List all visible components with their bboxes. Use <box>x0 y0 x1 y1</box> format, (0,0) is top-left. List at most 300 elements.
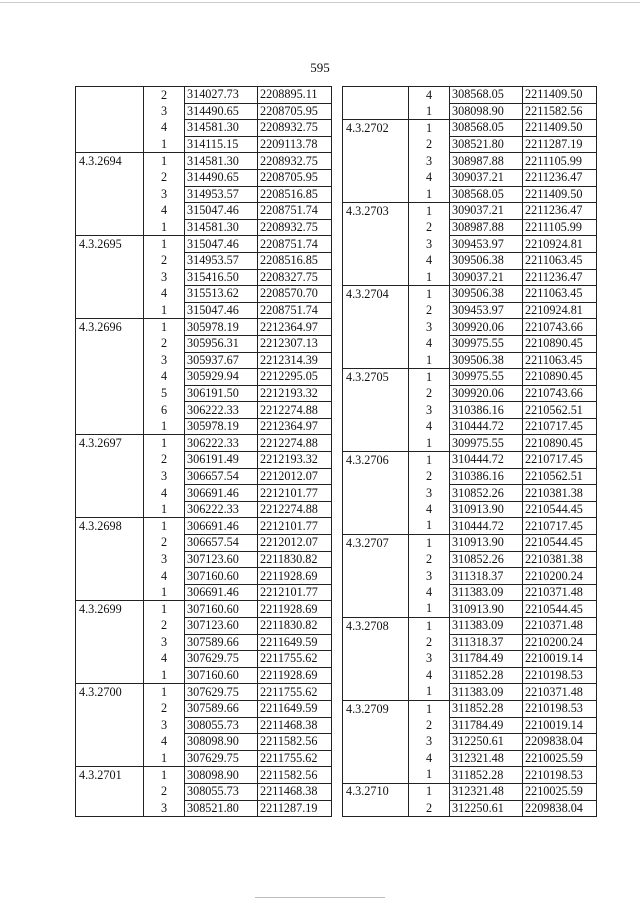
point-number-cell: 1 <box>409 767 450 784</box>
x-coordinate-cell: 314581.30 <box>185 153 258 170</box>
y-coordinate-cell: 2210562.51 <box>523 468 597 485</box>
table-row <box>76 236 332 253</box>
table-row <box>76 153 332 170</box>
parcel-id-cell <box>76 302 144 319</box>
table-row <box>76 584 332 601</box>
parcel-id-cell <box>76 535 144 552</box>
y-coordinate-cell: 2210890.45 <box>523 335 597 352</box>
x-coordinate-cell: 311318.37 <box>450 568 523 585</box>
y-coordinate-cell: 2210743.66 <box>523 385 597 402</box>
x-coordinate-cell: 314581.30 <box>185 120 258 137</box>
y-coordinate-cell: 2211649.59 <box>258 700 332 717</box>
y-coordinate-cell: 2210198.53 <box>523 767 597 784</box>
point-number-cell: 3 <box>144 352 185 369</box>
y-coordinate-cell: 2212274.88 <box>258 402 332 419</box>
x-coordinate-cell: 307160.60 <box>185 568 258 585</box>
parcel-id-cell: 4.3.2702 <box>343 120 409 137</box>
table-row <box>343 501 597 518</box>
y-coordinate-cell: 2210025.59 <box>523 750 597 767</box>
x-coordinate-cell: 306222.33 <box>185 501 258 518</box>
point-number-cell: 1 <box>144 302 185 319</box>
x-coordinate-cell: 310852.26 <box>450 551 523 568</box>
table-row <box>343 252 597 269</box>
point-number-cell: 2 <box>409 468 450 485</box>
y-coordinate-cell: 2211649.59 <box>258 634 332 651</box>
x-coordinate-cell: 307629.75 <box>185 651 258 668</box>
x-coordinate-cell: 309453.97 <box>450 302 523 319</box>
parcel-id-cell <box>343 219 409 236</box>
point-number-cell: 1 <box>409 700 450 717</box>
point-number-cell: 2 <box>409 717 450 734</box>
x-coordinate-cell: 307629.75 <box>185 684 258 701</box>
x-coordinate-cell: 314953.57 <box>185 252 258 269</box>
table-row <box>76 352 332 369</box>
x-coordinate-cell: 309037.21 <box>450 169 523 186</box>
parcel-id-cell <box>76 717 144 734</box>
x-coordinate-cell: 311383.09 <box>450 618 523 635</box>
x-coordinate-cell: 305978.19 <box>185 418 258 435</box>
y-coordinate-cell: 2210717.45 <box>523 518 597 535</box>
x-coordinate-cell: 307589.66 <box>185 634 258 651</box>
y-coordinate-cell: 2211468.38 <box>258 717 332 734</box>
y-coordinate-cell: 2208705.95 <box>258 103 332 120</box>
parcel-id-cell <box>76 87 144 104</box>
point-number-cell: 2 <box>144 700 185 717</box>
parcel-id-cell <box>343 800 409 817</box>
point-number-cell: 2 <box>144 335 185 352</box>
parcel-id-cell <box>343 352 409 369</box>
table-row <box>76 651 332 668</box>
point-number-cell: 1 <box>144 435 185 452</box>
y-coordinate-cell: 2210198.53 <box>523 700 597 717</box>
table-row <box>76 618 332 635</box>
x-coordinate-cell: 312250.61 <box>450 734 523 751</box>
point-number-cell: 2 <box>144 618 185 635</box>
point-number-cell: 4 <box>409 169 450 186</box>
parcel-id-cell <box>343 418 409 435</box>
parcel-id-cell <box>76 452 144 469</box>
point-number-cell: 4 <box>409 87 450 104</box>
point-number-cell: 3 <box>409 734 450 751</box>
table-row <box>343 584 597 601</box>
top-scan-edge <box>0 2 640 3</box>
point-number-cell: 1 <box>409 452 450 469</box>
y-coordinate-cell: 2212314.39 <box>258 352 332 369</box>
point-number-cell: 4 <box>144 568 185 585</box>
table-row <box>76 485 332 502</box>
table-row <box>76 568 332 585</box>
point-number-cell: 2 <box>409 219 450 236</box>
y-coordinate-cell: 2211287.19 <box>258 800 332 817</box>
parcel-id-cell <box>76 269 144 286</box>
table-row <box>76 418 332 435</box>
parcel-id-cell <box>76 418 144 435</box>
y-coordinate-cell: 2210198.53 <box>523 667 597 684</box>
y-coordinate-cell: 2210019.14 <box>523 651 597 668</box>
parcel-id-cell <box>343 667 409 684</box>
point-number-cell: 4 <box>409 750 450 767</box>
point-number-cell: 4 <box>144 120 185 137</box>
x-coordinate-cell: 309453.97 <box>450 236 523 253</box>
x-coordinate-cell: 309506.38 <box>450 252 523 269</box>
point-number-cell: 3 <box>409 153 450 170</box>
y-coordinate-cell: 2211830.82 <box>258 551 332 568</box>
parcel-id-cell <box>343 236 409 253</box>
y-coordinate-cell: 2208751.74 <box>258 203 332 220</box>
point-number-cell: 1 <box>144 750 185 767</box>
x-coordinate-cell: 311852.28 <box>450 667 523 684</box>
point-number-cell: 1 <box>409 535 450 552</box>
parcel-id-cell: 4.3.2710 <box>343 783 409 800</box>
point-number-cell: 3 <box>144 186 185 203</box>
point-number-cell: 3 <box>144 800 185 817</box>
table-row <box>76 783 332 800</box>
x-coordinate-cell: 306191.50 <box>185 385 258 402</box>
y-coordinate-cell: 2209113.78 <box>258 136 332 153</box>
x-coordinate-cell: 309506.38 <box>450 286 523 303</box>
table-row <box>343 468 597 485</box>
parcel-id-cell: 4.3.2708 <box>343 618 409 635</box>
parcel-id-cell: 4.3.2703 <box>343 203 409 220</box>
x-coordinate-cell: 305956.31 <box>185 335 258 352</box>
table-row <box>343 717 597 734</box>
x-coordinate-cell: 312321.48 <box>450 750 523 767</box>
y-coordinate-cell: 2211105.99 <box>523 219 597 236</box>
x-coordinate-cell: 315047.46 <box>185 203 258 220</box>
y-coordinate-cell: 2210544.45 <box>523 535 597 552</box>
y-coordinate-cell: 2212012.07 <box>258 535 332 552</box>
table-row <box>343 700 597 717</box>
y-coordinate-cell: 2208516.85 <box>258 252 332 269</box>
table-row <box>343 601 597 618</box>
parcel-id-cell: 4.3.2709 <box>343 700 409 717</box>
point-number-cell: 1 <box>144 153 185 170</box>
y-coordinate-cell: 2211287.19 <box>523 136 597 153</box>
x-coordinate-cell: 314490.65 <box>185 169 258 186</box>
parcel-id-cell <box>76 783 144 800</box>
parcel-id-cell <box>343 501 409 518</box>
y-coordinate-cell: 2210890.45 <box>523 435 597 452</box>
point-number-cell: 3 <box>409 485 450 502</box>
point-number-cell: 4 <box>144 203 185 220</box>
parcel-id-cell <box>76 385 144 402</box>
point-number-cell: 1 <box>409 618 450 635</box>
x-coordinate-cell: 310444.72 <box>450 518 523 535</box>
point-number-cell: 3 <box>144 269 185 286</box>
x-coordinate-cell: 306222.33 <box>185 435 258 452</box>
parcel-id-cell <box>343 385 409 402</box>
parcel-id-cell <box>343 485 409 502</box>
table-row <box>343 418 597 435</box>
table-row <box>76 634 332 651</box>
parcel-id-cell <box>343 750 409 767</box>
table-row <box>343 369 597 386</box>
parcel-id-cell <box>76 219 144 236</box>
point-number-cell: 1 <box>144 418 185 435</box>
table-row <box>76 186 332 203</box>
y-coordinate-cell: 2212193.32 <box>258 452 332 469</box>
point-number-cell: 1 <box>409 286 450 303</box>
table-row <box>343 402 597 419</box>
x-coordinate-cell: 315416.50 <box>185 269 258 286</box>
table-row <box>76 535 332 552</box>
parcel-id-cell: 4.3.2694 <box>76 153 144 170</box>
y-coordinate-cell: 2211468.38 <box>258 783 332 800</box>
point-number-cell: 1 <box>144 667 185 684</box>
table-row <box>76 717 332 734</box>
y-coordinate-cell: 2211236.47 <box>523 203 597 220</box>
point-number-cell: 2 <box>409 634 450 651</box>
parcel-id-cell <box>76 551 144 568</box>
table-row <box>343 103 597 120</box>
y-coordinate-cell: 2211409.50 <box>523 120 597 137</box>
parcel-id-cell <box>76 750 144 767</box>
y-coordinate-cell: 2212101.77 <box>258 518 332 535</box>
y-coordinate-cell: 2208327.75 <box>258 269 332 286</box>
point-number-cell: 3 <box>409 568 450 585</box>
y-coordinate-cell: 2211928.69 <box>258 601 332 618</box>
x-coordinate-cell: 310386.16 <box>450 468 523 485</box>
left-table-body <box>76 87 332 817</box>
x-coordinate-cell: 308098.90 <box>185 734 258 751</box>
point-number-cell: 5 <box>144 385 185 402</box>
parcel-id-cell: 4.3.2700 <box>76 684 144 701</box>
table-row <box>76 501 332 518</box>
bottom-scan-mark <box>255 897 385 898</box>
right-table-body <box>343 87 597 817</box>
x-coordinate-cell: 314581.30 <box>185 219 258 236</box>
x-coordinate-cell: 306191.49 <box>185 452 258 469</box>
x-coordinate-cell: 314490.65 <box>185 103 258 120</box>
table-row <box>76 219 332 236</box>
x-coordinate-cell: 310913.90 <box>450 601 523 618</box>
y-coordinate-cell: 2210544.45 <box>523 501 597 518</box>
x-coordinate-cell: 310444.72 <box>450 418 523 435</box>
table-row <box>76 551 332 568</box>
parcel-id-cell <box>76 468 144 485</box>
point-number-cell: 2 <box>144 535 185 552</box>
y-coordinate-cell: 2208705.95 <box>258 169 332 186</box>
parcel-id-cell <box>343 186 409 203</box>
table-row <box>76 286 332 303</box>
y-coordinate-cell: 2211409.50 <box>523 87 597 104</box>
y-coordinate-cell: 2212193.32 <box>258 385 332 402</box>
table-row <box>76 684 332 701</box>
y-coordinate-cell: 2211755.62 <box>258 684 332 701</box>
parcel-id-cell <box>76 634 144 651</box>
table-row <box>343 518 597 535</box>
point-number-cell: 1 <box>144 319 185 336</box>
table-row <box>343 734 597 751</box>
parcel-id-cell <box>343 684 409 701</box>
point-number-cell: 2 <box>409 136 450 153</box>
point-number-cell: 1 <box>409 269 450 286</box>
x-coordinate-cell: 311852.28 <box>450 700 523 717</box>
parcel-id-cell <box>343 302 409 319</box>
table-row <box>343 269 597 286</box>
table-row <box>343 783 597 800</box>
point-number-cell: 2 <box>144 452 185 469</box>
parcel-id-cell: 4.3.2697 <box>76 435 144 452</box>
y-coordinate-cell: 2209838.04 <box>523 734 597 751</box>
x-coordinate-cell: 312321.48 <box>450 783 523 800</box>
x-coordinate-cell: 307160.60 <box>185 601 258 618</box>
parcel-id-cell <box>343 153 409 170</box>
table-row <box>76 767 332 784</box>
y-coordinate-cell: 2211063.45 <box>523 352 597 369</box>
x-coordinate-cell: 308055.73 <box>185 717 258 734</box>
table-row <box>343 87 597 104</box>
table-row <box>343 286 597 303</box>
y-coordinate-cell: 2212274.88 <box>258 435 332 452</box>
parcel-id-cell: 4.3.2707 <box>343 535 409 552</box>
parcel-id-cell <box>343 136 409 153</box>
x-coordinate-cell: 306691.46 <box>185 518 258 535</box>
x-coordinate-cell: 309037.21 <box>450 203 523 220</box>
parcel-id-cell <box>343 734 409 751</box>
table-row <box>343 169 597 186</box>
x-coordinate-cell: 311784.49 <box>450 717 523 734</box>
table-row <box>343 435 597 452</box>
x-coordinate-cell: 307123.60 <box>185 618 258 635</box>
y-coordinate-cell: 2208751.74 <box>258 236 332 253</box>
x-coordinate-cell: 309506.38 <box>450 352 523 369</box>
x-coordinate-cell: 310913.90 <box>450 501 523 518</box>
point-number-cell: 2 <box>144 87 185 104</box>
point-number-cell: 4 <box>144 286 185 303</box>
table-row <box>343 186 597 203</box>
table-row <box>76 369 332 386</box>
table-row <box>343 485 597 502</box>
y-coordinate-cell: 2210544.45 <box>523 601 597 618</box>
x-coordinate-cell: 311852.28 <box>450 767 523 784</box>
parcel-id-cell <box>343 335 409 352</box>
parcel-id-cell <box>76 120 144 137</box>
y-coordinate-cell: 2210371.48 <box>523 618 597 635</box>
point-number-cell: 1 <box>409 369 450 386</box>
parcel-id-cell <box>343 601 409 618</box>
point-number-cell: 4 <box>144 734 185 751</box>
x-coordinate-cell: 311383.09 <box>450 684 523 701</box>
point-number-cell: 1 <box>144 501 185 518</box>
point-number-cell: 4 <box>144 369 185 386</box>
y-coordinate-cell: 2211236.47 <box>523 169 597 186</box>
x-coordinate-cell: 310913.90 <box>450 535 523 552</box>
y-coordinate-cell: 2210371.48 <box>523 684 597 701</box>
parcel-id-cell <box>76 485 144 502</box>
point-number-cell: 3 <box>409 651 450 668</box>
point-number-cell: 1 <box>144 584 185 601</box>
parcel-id-cell <box>343 568 409 585</box>
y-coordinate-cell: 2210890.45 <box>523 369 597 386</box>
coordinates-table-right <box>342 86 597 817</box>
x-coordinate-cell: 308521.80 <box>185 800 258 817</box>
point-number-cell: 2 <box>144 169 185 186</box>
y-coordinate-cell: 2210924.81 <box>523 236 597 253</box>
parcel-id-cell <box>76 501 144 518</box>
point-number-cell: 2 <box>409 302 450 319</box>
table-row <box>343 236 597 253</box>
table-row <box>76 452 332 469</box>
parcel-id-cell: 4.3.2704 <box>343 286 409 303</box>
y-coordinate-cell: 2210717.45 <box>523 418 597 435</box>
y-coordinate-cell: 2208932.75 <box>258 219 332 236</box>
point-number-cell: 4 <box>409 667 450 684</box>
x-coordinate-cell: 315513.62 <box>185 286 258 303</box>
table-row <box>343 667 597 684</box>
parcel-id-cell: 4.3.2695 <box>76 236 144 253</box>
parcel-id-cell <box>343 634 409 651</box>
point-number-cell: 2 <box>144 252 185 269</box>
parcel-id-cell <box>76 651 144 668</box>
parcel-id-cell <box>76 568 144 585</box>
parcel-id-cell <box>343 319 409 336</box>
table-row <box>76 700 332 717</box>
table-row <box>343 684 597 701</box>
x-coordinate-cell: 312250.61 <box>450 800 523 817</box>
x-coordinate-cell: 307160.60 <box>185 667 258 684</box>
x-coordinate-cell: 308098.90 <box>450 103 523 120</box>
x-coordinate-cell: 310852.26 <box>450 485 523 502</box>
parcel-id-cell <box>76 800 144 817</box>
table-row <box>343 352 597 369</box>
parcel-id-cell <box>76 252 144 269</box>
y-coordinate-cell: 2210381.38 <box>523 485 597 502</box>
parcel-id-cell <box>343 717 409 734</box>
y-coordinate-cell: 2208895.11 <box>258 87 332 104</box>
parcel-id-cell <box>76 186 144 203</box>
table-row <box>76 252 332 269</box>
point-number-cell: 3 <box>144 103 185 120</box>
x-coordinate-cell: 315047.46 <box>185 236 258 253</box>
point-number-cell: 3 <box>144 468 185 485</box>
parcel-id-cell: 4.3.2705 <box>343 369 409 386</box>
x-coordinate-cell: 308055.73 <box>185 783 258 800</box>
parcel-id-cell <box>76 203 144 220</box>
y-coordinate-cell: 2211755.62 <box>258 651 332 668</box>
parcel-id-cell <box>343 468 409 485</box>
table-row <box>76 402 332 419</box>
y-coordinate-cell: 2212364.97 <box>258 418 332 435</box>
table-row <box>76 601 332 618</box>
y-coordinate-cell: 2212101.77 <box>258 584 332 601</box>
point-number-cell: 2 <box>409 385 450 402</box>
parcel-id-cell <box>76 584 144 601</box>
x-coordinate-cell: 309920.06 <box>450 385 523 402</box>
parcel-id-cell <box>76 103 144 120</box>
x-coordinate-cell: 305929.94 <box>185 369 258 386</box>
x-coordinate-cell: 309975.55 <box>450 435 523 452</box>
y-coordinate-cell: 2211063.45 <box>523 252 597 269</box>
table-row <box>76 103 332 120</box>
point-number-cell: 4 <box>409 418 450 435</box>
x-coordinate-cell: 311784.49 <box>450 651 523 668</box>
parcel-id-cell <box>76 618 144 635</box>
x-coordinate-cell: 307629.75 <box>185 750 258 767</box>
parcel-id-cell <box>343 103 409 120</box>
parcel-id-cell <box>76 169 144 186</box>
x-coordinate-cell: 308987.88 <box>450 153 523 170</box>
table-row <box>343 767 597 784</box>
table-row <box>343 120 597 137</box>
parcel-id-cell <box>76 402 144 419</box>
point-number-cell: 1 <box>409 518 450 535</box>
point-number-cell: 4 <box>409 501 450 518</box>
point-number-cell: 1 <box>409 120 450 137</box>
y-coordinate-cell: 2211236.47 <box>523 269 597 286</box>
y-coordinate-cell: 2210200.24 <box>523 634 597 651</box>
parcel-id-cell: 4.3.2701 <box>76 767 144 784</box>
